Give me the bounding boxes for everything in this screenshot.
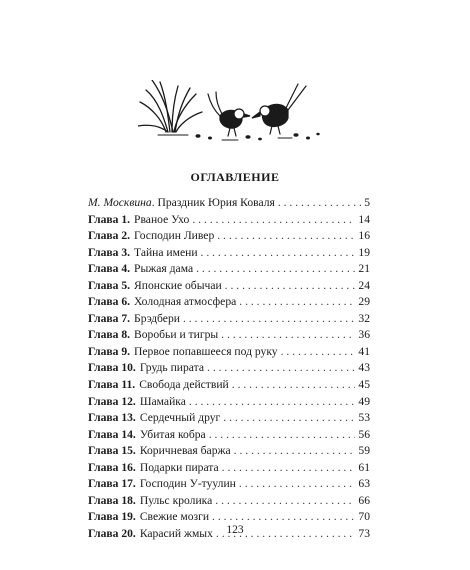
chapter-page-number: 49 xyxy=(358,394,370,408)
table-of-contents xyxy=(88,195,370,542)
dot-leader xyxy=(223,410,355,427)
chapter-number: Глава 10. xyxy=(88,361,136,375)
chapter-number: Глава 7. xyxy=(88,311,131,325)
chapter-number: Глава 4. xyxy=(88,262,131,276)
chapter-number: Глава 1. xyxy=(88,212,131,226)
toc-entry xyxy=(88,427,370,444)
chapter-number: Глава 5. xyxy=(88,278,131,292)
chapter-page-number: 70 xyxy=(358,510,370,524)
toc-entry xyxy=(88,261,370,278)
chapter-title: Свобода действий xyxy=(139,378,229,392)
toc-entry xyxy=(88,443,370,460)
chapter-number: Глава 6. xyxy=(88,295,131,309)
chapter-number: Глава 17. xyxy=(88,477,136,491)
toc-entry xyxy=(88,245,370,262)
toc-entry xyxy=(88,377,370,394)
chapter-number: Глава 15. xyxy=(88,444,136,458)
chapter-title: Подарки пирата xyxy=(139,460,219,474)
chapter-page-number: 24 xyxy=(358,278,370,292)
chapter-page-number: 66 xyxy=(358,493,370,507)
chapter-title: Воробьи и тигры xyxy=(134,328,219,342)
contents-heading: ОГЛАВЛЕНИЕ xyxy=(190,170,280,184)
author-name: М. Москвина xyxy=(88,196,152,209)
toc-entry xyxy=(88,327,370,344)
chapter-title: Японские обычаи xyxy=(134,278,222,292)
dot-leader xyxy=(221,327,355,344)
chapter-page-number: 61 xyxy=(358,460,370,474)
dot-leader xyxy=(201,245,356,262)
dot-leader xyxy=(232,377,356,394)
chapter-title: Рваное Ухо xyxy=(134,212,190,226)
dot-leader xyxy=(225,278,356,295)
toc-entry xyxy=(88,228,370,245)
ground-icon xyxy=(196,133,319,140)
grass-and-birds-illustration-icon xyxy=(138,80,328,142)
dot-leader xyxy=(207,360,355,377)
toc-entry xyxy=(88,394,370,411)
chapter-page-number: 21 xyxy=(358,262,370,276)
page-number: 123 xyxy=(226,524,244,536)
chapter-page-number: 32 xyxy=(358,311,370,325)
chapter-title: Шамайка xyxy=(139,394,186,408)
toc-entry xyxy=(88,212,370,229)
chapter-page-number: 16 xyxy=(358,229,370,243)
dot-leader xyxy=(239,294,355,311)
dot-leader xyxy=(215,493,355,510)
toc-entry xyxy=(88,410,370,427)
chapter-page-number: 56 xyxy=(358,427,370,441)
chapter-page-number: 36 xyxy=(358,328,370,342)
dot-leader xyxy=(192,212,355,229)
chapter-number: Глава 16. xyxy=(88,460,136,474)
toc-entry xyxy=(88,344,370,361)
toc-entry xyxy=(88,460,370,477)
chapter-number: Глава 11. xyxy=(88,378,136,392)
dot-leader xyxy=(217,228,355,245)
chapter-page-number: 29 xyxy=(358,295,370,309)
chapter-title: Сердечный друг xyxy=(139,411,221,425)
dot-leader xyxy=(222,460,356,477)
chapter-number: Глава 14. xyxy=(88,427,136,441)
bird-icon xyxy=(252,84,306,134)
toc-entry xyxy=(88,195,370,212)
dot-leader xyxy=(278,195,361,212)
chapter-page-number: 45 xyxy=(358,378,370,392)
chapter-title: Господин Ливер xyxy=(134,229,215,243)
chapter-page-number: 41 xyxy=(358,344,370,358)
dot-leader xyxy=(281,344,356,361)
chapter-page-number: 14 xyxy=(358,212,370,226)
chapter-title: Рыжая дама xyxy=(134,262,194,276)
dot-leader xyxy=(209,427,356,444)
chapter-page-number: 43 xyxy=(358,361,370,375)
chapter-page-number: 63 xyxy=(358,477,370,491)
chapter-page-number: 5 xyxy=(364,196,370,209)
chapter-page-number: 53 xyxy=(358,411,370,425)
chapter-title: Свежие мозги xyxy=(139,510,210,524)
chapter-page-number: 59 xyxy=(358,444,370,458)
chapter-number: Глава 3. xyxy=(88,245,131,259)
dot-leader xyxy=(189,394,356,411)
chapter-title: Брэдбери xyxy=(134,311,180,325)
toc-entry xyxy=(88,493,370,510)
chapter-number: Глава 13. xyxy=(88,411,136,425)
chapter-title: . Праздник Юрия Коваля xyxy=(151,196,275,209)
chapter-number: Глава 12. xyxy=(88,394,136,408)
dot-leader xyxy=(234,443,356,460)
chapter-title: Тайна имени xyxy=(134,245,198,259)
toc-entry xyxy=(88,311,370,328)
chapter-title: Пульс кролика xyxy=(139,493,213,507)
chapter-number: Глава 8. xyxy=(88,328,131,342)
chapter-title: Грудь пирата xyxy=(139,361,205,375)
chapter-number: Глава 20. xyxy=(88,526,136,540)
toc-entry xyxy=(88,476,370,493)
chapter-number: Глава 18. xyxy=(88,493,136,507)
chapter-title: Холодная атмосфера xyxy=(134,295,237,309)
chapter-number: Глава 19. xyxy=(88,510,136,524)
chapter-page-number: 73 xyxy=(358,526,370,540)
grass-icon xyxy=(138,80,202,135)
toc-entry xyxy=(88,360,370,377)
dot-leader xyxy=(239,476,356,493)
chapter-number: Глава 9. xyxy=(88,344,131,358)
toc-entry xyxy=(88,278,370,295)
dot-leader xyxy=(196,261,355,278)
chapter-title: Господин У-туулин xyxy=(139,477,236,491)
chapter-number: Глава 2. xyxy=(88,229,131,243)
toc-entry xyxy=(88,294,370,311)
chapter-page-number: 19 xyxy=(358,245,370,259)
dot-leader xyxy=(183,311,355,328)
bird-icon xyxy=(208,92,250,136)
chapter-title: Первое попавшееся под руку xyxy=(134,344,278,358)
chapter-title: Убитая кобра xyxy=(139,427,206,441)
chapter-title: Карасий жмых xyxy=(139,526,213,540)
chapter-title: Коричневая баржа xyxy=(139,444,231,458)
